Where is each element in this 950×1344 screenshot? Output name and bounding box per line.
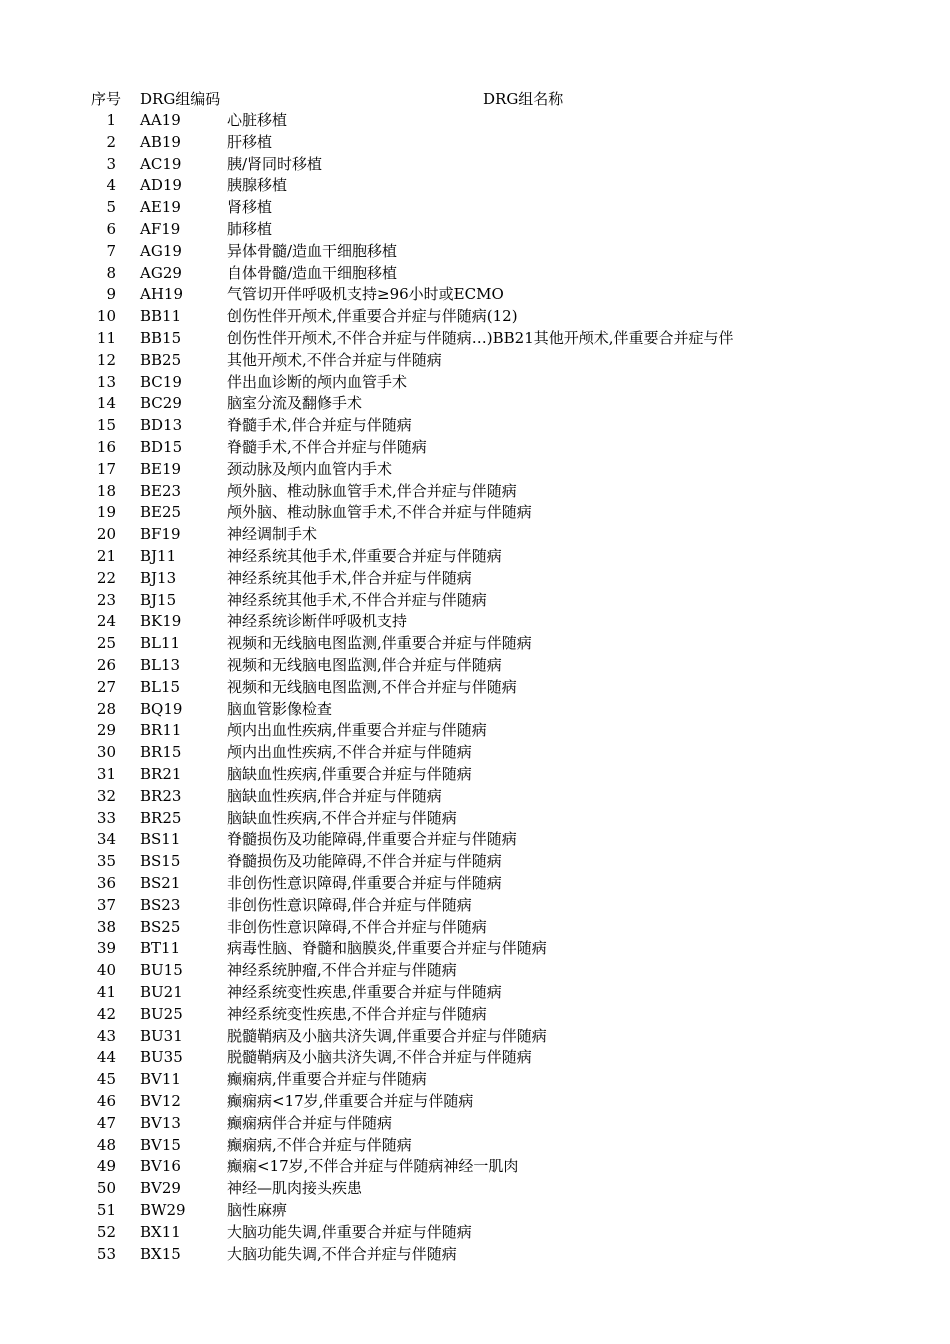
table-row — [0, 568, 950, 590]
row-code: BV12 — [140, 1092, 181, 1110]
row-code: BS23 — [140, 895, 181, 914]
row-index: 24 — [96, 612, 116, 631]
row-code: BS25 — [140, 917, 181, 936]
table-row — [0, 175, 950, 197]
row-index: 47 — [96, 1113, 116, 1132]
row-code: AB19 — [140, 132, 181, 151]
row-code: AF19 — [140, 220, 181, 238]
table-row — [0, 938, 950, 960]
row-index: 45 — [96, 1070, 116, 1089]
row-code: BB25 — [140, 350, 182, 369]
table-row — [0, 829, 950, 851]
table-row — [0, 851, 950, 873]
row-name: 脑缺血性疾病,不伴合并症与伴随病 — [227, 808, 457, 827]
row-code: BR25 — [140, 808, 182, 827]
row-name: 脱髓鞘病及小脑共济失调,伴重要合并症与伴随病 — [227, 1026, 547, 1045]
row-code: BS15 — [140, 852, 181, 871]
row-name: 脑缺血性疾病,伴重要合并症与伴随病 — [227, 765, 472, 783]
row-name: 癫痫病,伴重要合并症与伴随病 — [227, 1070, 427, 1089]
table-row — [0, 720, 950, 742]
row-name: 颅外脑、椎动脉血管手术,伴合并症与伴随病 — [227, 481, 517, 500]
row-code: BC29 — [140, 394, 182, 413]
row-code: BU21 — [140, 983, 183, 1001]
table-row — [0, 786, 950, 808]
row-code: BW29 — [140, 1201, 186, 1219]
row-name: 非创伤性意识障碍,伴重要合并症与伴随病 — [227, 874, 502, 892]
table-row — [0, 1200, 950, 1222]
row-index: 27 — [96, 677, 116, 696]
row-name: 创伤性伴开颅术,不伴合并症与伴随病…)BB21其他开颅术,伴重要合并症与伴 — [227, 329, 734, 347]
table-row — [0, 1156, 950, 1178]
row-index: 11 — [96, 329, 116, 347]
row-index: 19 — [96, 503, 116, 522]
row-index: 51 — [96, 1201, 116, 1219]
row-name: 颅内出血性疾病,伴重要合并症与伴随病 — [227, 721, 487, 740]
row-code: BS11 — [140, 830, 181, 849]
row-code: BD15 — [140, 438, 183, 456]
row-name: 神经系统诊断伴呼吸机支持 — [227, 612, 408, 631]
row-code: BV29 — [140, 1179, 181, 1198]
row-name: 非创伤性意识障碍,伴合并症与伴随病 — [227, 895, 472, 914]
table-row — [0, 1069, 950, 1091]
row-index: 31 — [96, 765, 116, 783]
row-index: 4 — [106, 176, 116, 195]
row-code: BE19 — [140, 459, 182, 478]
table-row — [0, 611, 950, 633]
row-index: 14 — [96, 394, 116, 413]
table-row — [0, 873, 950, 895]
row-index: 23 — [96, 590, 116, 609]
row-index: 21 — [96, 547, 116, 565]
table-row — [0, 415, 950, 437]
row-index: 17 — [96, 459, 116, 478]
row-index: 18 — [96, 481, 116, 500]
table-row — [0, 263, 950, 285]
row-code: BE23 — [140, 481, 182, 500]
row-code: BJ11 — [140, 547, 177, 565]
header-name: DRG组名称 — [483, 90, 564, 108]
row-name: 神经调制手术 — [227, 525, 318, 544]
row-name: 脑缺血性疾病,伴合并症与伴随病 — [227, 786, 442, 805]
row-name: 癫痫病,不伴合并症与伴随病 — [227, 1135, 412, 1154]
table-row — [0, 459, 950, 481]
row-index: 7 — [106, 241, 116, 260]
row-name: 神经系统其他手术,伴合并症与伴随病 — [227, 568, 472, 587]
table-row — [0, 1113, 950, 1135]
row-name: 脱髓鞘病及小脑共济失调,不伴合并症与伴随病 — [227, 1048, 532, 1067]
row-code: BR23 — [140, 786, 182, 805]
table-row — [0, 241, 950, 263]
row-code: BL11 — [140, 634, 181, 653]
table-row — [0, 1222, 950, 1244]
row-index: 15 — [96, 416, 116, 435]
row-code: BD13 — [140, 416, 183, 435]
row-index: 22 — [96, 568, 116, 587]
row-name: 神经—肌肉接头疾患 — [227, 1179, 363, 1198]
table-row — [0, 132, 950, 154]
row-index: 48 — [96, 1135, 116, 1154]
row-index: 42 — [96, 1004, 116, 1023]
table-row — [0, 1026, 950, 1048]
row-name: 心脏移植 — [227, 111, 288, 129]
row-name: 肾移植 — [227, 198, 273, 217]
row-index: 26 — [96, 656, 116, 674]
row-code: BX15 — [140, 1244, 181, 1263]
row-name: 脊髓损伤及功能障碍,伴重要合并症与伴随病 — [227, 830, 517, 849]
row-name: 脑性麻痹 — [227, 1201, 288, 1219]
row-index: 8 — [106, 263, 116, 282]
row-code: BX11 — [140, 1222, 181, 1241]
row-code: BU25 — [140, 1004, 183, 1023]
row-name: 神经系统其他手术,伴重要合并症与伴随病 — [227, 547, 502, 565]
row-name: 肝移植 — [227, 132, 273, 151]
table-row — [0, 677, 950, 699]
row-name: 视频和无线脑电图监测,不伴合并症与伴随病 — [227, 677, 517, 696]
table-row — [0, 1178, 950, 1200]
table-row — [0, 306, 950, 328]
row-name: 伴出血诊断的颅内血管手术 — [227, 372, 408, 391]
table-row — [0, 590, 950, 612]
table-row — [0, 154, 950, 176]
row-name: 神经系统肿瘤,不伴合并症与伴随病 — [227, 961, 457, 980]
row-name: 神经系统变性疾患,不伴合并症与伴随病 — [227, 1004, 487, 1023]
row-index: 10 — [96, 307, 116, 326]
row-name: 视频和无线脑电图监测,伴合并症与伴随病 — [227, 656, 502, 674]
row-name: 胰腺移植 — [227, 176, 288, 195]
row-code: BF19 — [140, 525, 181, 544]
row-index: 40 — [96, 961, 116, 980]
row-index: 36 — [96, 874, 116, 892]
row-index: 41 — [96, 983, 116, 1001]
row-code: BJ13 — [140, 568, 177, 587]
row-code: BB11 — [140, 307, 182, 326]
row-name: 肺移植 — [227, 220, 273, 238]
row-code: BV13 — [140, 1113, 181, 1132]
table-row — [0, 197, 950, 219]
row-code: AA19 — [140, 111, 181, 129]
table-row — [0, 764, 950, 786]
row-code: AC19 — [140, 154, 182, 173]
row-index: 32 — [96, 786, 116, 805]
row-index: 12 — [96, 350, 116, 369]
table-row — [0, 960, 950, 982]
row-code: BS21 — [140, 874, 181, 892]
row-name: 脊髓损伤及功能障碍,不伴合并症与伴随病 — [227, 852, 502, 871]
row-index: 44 — [96, 1048, 116, 1067]
row-code: BT11 — [140, 939, 181, 958]
row-name: 大脑功能失调,不伴合并症与伴随病 — [227, 1244, 457, 1263]
row-name: 癫痫病<17岁,伴重要合并症与伴随病 — [227, 1092, 474, 1110]
row-name: 胰/肾同时移植 — [227, 154, 323, 173]
row-code: BJ15 — [140, 590, 177, 609]
row-code: BL15 — [140, 677, 181, 696]
row-name: 气管切开伴呼吸机支持≥96小时或ECMO — [227, 285, 504, 304]
row-index: 29 — [96, 721, 116, 740]
row-index: 46 — [96, 1092, 116, 1110]
table-row — [0, 917, 950, 939]
row-index: 33 — [96, 808, 116, 827]
row-code: BV11 — [140, 1070, 181, 1089]
table-row — [0, 524, 950, 546]
row-index: 5 — [106, 198, 116, 217]
row-index: 9 — [106, 285, 116, 304]
row-code: BK19 — [140, 612, 182, 631]
row-code: BR11 — [140, 721, 182, 740]
table-row — [0, 350, 950, 372]
row-code: AE19 — [140, 198, 181, 217]
row-index: 43 — [96, 1026, 116, 1045]
row-name: 颈动脉及颅内血管内手术 — [227, 459, 393, 478]
row-code: BU35 — [140, 1048, 183, 1067]
table-row — [0, 1004, 950, 1026]
table-row — [0, 655, 950, 677]
row-index: 34 — [96, 830, 116, 849]
row-code: BV15 — [140, 1135, 181, 1154]
table-row — [0, 110, 950, 132]
row-name: 病毒性脑、脊髓和脑膜炎,伴重要合并症与伴随病 — [227, 939, 547, 958]
row-index: 1 — [106, 111, 116, 129]
table-row — [0, 393, 950, 415]
row-name: 颅内出血性疾病,不伴合并症与伴随病 — [227, 743, 472, 762]
row-name: 自体骨髓/造血干细胞移植 — [227, 263, 398, 282]
row-index: 6 — [106, 220, 116, 238]
table-row — [0, 546, 950, 568]
row-code: BE25 — [140, 503, 182, 522]
row-name: 非创伤性意识障碍,不伴合并症与伴随病 — [227, 917, 487, 936]
row-index: 37 — [96, 895, 116, 914]
row-code: BV16 — [140, 1157, 181, 1176]
row-name: 其他开颅术,不伴合并症与伴随病 — [227, 350, 442, 369]
row-name: 脑室分流及翻修手术 — [227, 394, 363, 413]
row-code: AD19 — [140, 176, 182, 195]
row-index: 35 — [96, 852, 116, 871]
row-name: 癫痫<17岁,不伴合并症与伴随病神经一肌肉 — [227, 1157, 519, 1176]
table-row — [0, 808, 950, 830]
row-index: 30 — [96, 743, 116, 762]
table-row — [0, 1135, 950, 1157]
table-row — [0, 219, 950, 241]
row-name: 异体骨髓/造血干细胞移植 — [227, 241, 398, 260]
row-name: 癫痫病伴合并症与伴随病 — [227, 1113, 393, 1132]
row-code: BB15 — [140, 329, 182, 347]
table-row — [0, 372, 950, 394]
row-index: 20 — [96, 525, 116, 544]
table-row — [0, 502, 950, 524]
table-row — [0, 982, 950, 1004]
row-index: 16 — [96, 438, 116, 456]
row-code: BC19 — [140, 372, 182, 391]
row-index: 50 — [96, 1179, 116, 1198]
row-code: AG19 — [140, 241, 182, 260]
row-index: 52 — [96, 1222, 116, 1241]
row-index: 2 — [106, 132, 116, 151]
row-code: AG29 — [140, 263, 182, 282]
table-row — [0, 1047, 950, 1069]
table-row — [0, 437, 950, 459]
table-row — [0, 633, 950, 655]
table-row — [0, 1091, 950, 1113]
row-index: 25 — [96, 634, 116, 653]
table-row — [0, 895, 950, 917]
row-name: 脑血管影像检查 — [227, 699, 333, 718]
row-name: 创伤性伴开颅术,伴重要合并症与伴随病(12) — [227, 307, 518, 326]
row-name: 大脑功能失调,伴重要合并症与伴随病 — [227, 1222, 472, 1241]
row-name: 视频和无线脑电图监测,伴重要合并症与伴随病 — [227, 634, 532, 653]
row-index: 28 — [96, 699, 116, 718]
row-name: 颅外脑、椎动脉血管手术,不伴合并症与伴随病 — [227, 503, 532, 522]
row-index: 53 — [96, 1244, 116, 1263]
row-code: BU15 — [140, 961, 183, 980]
row-name: 脊髓手术,伴合并症与伴随病 — [227, 416, 412, 435]
row-code: BL13 — [140, 656, 181, 674]
row-index: 3 — [106, 154, 116, 173]
row-code: BR21 — [140, 765, 182, 783]
table-row — [0, 1244, 950, 1266]
table-row — [0, 699, 950, 721]
row-code: BR15 — [140, 743, 182, 762]
table-row — [0, 328, 950, 350]
header-code: DRG组编码 — [140, 90, 221, 108]
table-row — [0, 481, 950, 503]
header-index: 序号 — [91, 90, 122, 108]
row-name: 神经系统变性疾患,伴重要合并症与伴随病 — [227, 983, 502, 1001]
row-index: 49 — [96, 1157, 116, 1176]
row-index: 39 — [96, 939, 116, 958]
row-name: 神经系统其他手术,不伴合并症与伴随病 — [227, 590, 487, 609]
row-name: 脊髓手术,不伴合并症与伴随病 — [227, 438, 427, 456]
table-row — [0, 742, 950, 764]
row-index: 38 — [96, 917, 116, 936]
row-code: BU31 — [140, 1026, 183, 1045]
table-row — [0, 284, 950, 306]
row-index: 13 — [96, 372, 116, 391]
row-code: BQ19 — [140, 699, 183, 718]
row-code: AH19 — [140, 285, 184, 304]
